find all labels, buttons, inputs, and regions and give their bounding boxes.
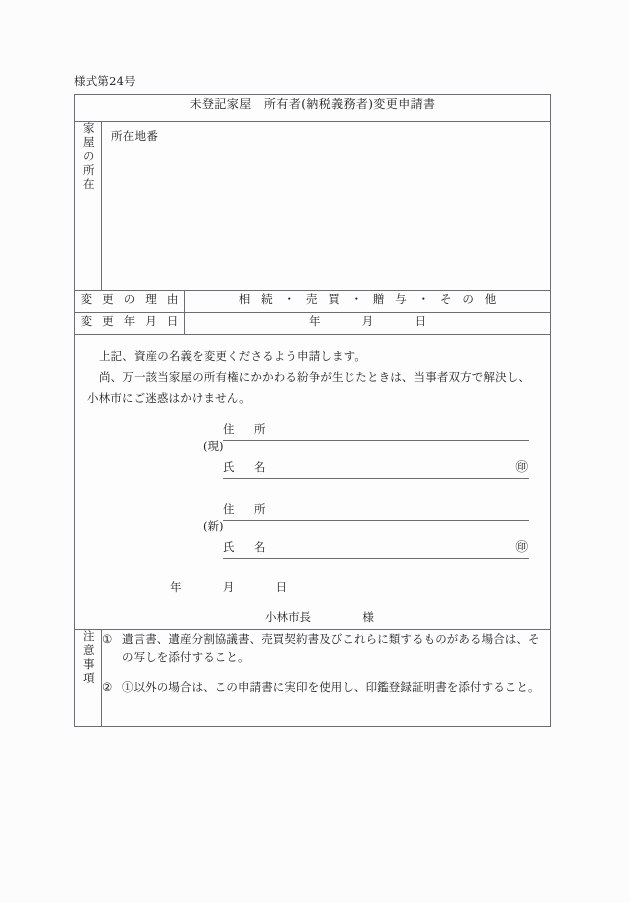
- note-item-1-number: ①: [102, 632, 113, 646]
- statement-line-2: 尚、万一該当家屋の所有権にかかわる紛争が生じたときは、当事者双方で解決し、小林市にご迷惑はかけません。: [87, 370, 531, 405]
- new-owner-block: [75, 499, 551, 561]
- form-number-label: 様式第24号: [74, 74, 136, 88]
- change-date-month-unit: 月: [361, 314, 374, 328]
- submission-date-year-unit: 年: [170, 580, 182, 594]
- location-row: [75, 122, 551, 291]
- current-owner-seal-icon: ㊞: [515, 459, 528, 474]
- new-owner-seal-icon: ㊞: [515, 539, 528, 554]
- form-title: 未登記家屋 所有者(納税義務者)変更申請書: [75, 95, 551, 122]
- change-date-field[interactable]: [185, 313, 551, 335]
- notes-content-cell: [102, 630, 551, 727]
- addressee-honorific: 様: [362, 610, 374, 624]
- change-reason-label: 変 更 の 理 由: [75, 291, 185, 313]
- current-owner-paren-label: (現): [203, 439, 224, 453]
- change-date-day-unit: 日: [414, 314, 427, 328]
- note-item-2-number: ②: [102, 680, 113, 694]
- statement-cell: [75, 335, 551, 630]
- title-row: [75, 95, 551, 122]
- notes-label-cell: [75, 630, 102, 727]
- submission-date-field[interactable]: [170, 579, 287, 595]
- statement-row: [75, 335, 551, 630]
- note-item-1-text: 遺言書、遺産分割協議書、売買契約書及びこれらに類するものがある場合は、その写しを添付すること。: [122, 632, 540, 664]
- current-owner-block: [75, 419, 551, 481]
- current-owner-group: [75, 419, 551, 481]
- new-owner-address-label: 住 所: [223, 502, 270, 516]
- location-row-label-cell: [75, 122, 102, 291]
- current-owner-address-label: 住 所: [223, 422, 270, 436]
- new-owner-name-field[interactable]: [223, 537, 529, 559]
- submission-date-month-unit: 月: [222, 580, 235, 594]
- statement-paragraphs: [87, 346, 539, 409]
- location-input-cell[interactable]: [102, 122, 551, 291]
- notes-label: 注意事項: [81, 630, 96, 686]
- change-reason-options-text: 相 続 ・ 売 買 ・ 贈 与 ・ そ の 他: [238, 292, 500, 306]
- change-date-year-unit: 年: [308, 314, 321, 328]
- new-owner-address-field[interactable]: [223, 499, 529, 521]
- location-field-label: 所在地番: [111, 129, 159, 143]
- current-owner-address-field[interactable]: [223, 419, 529, 441]
- submission-date-day-unit: 日: [275, 580, 288, 594]
- notes-row: [75, 630, 551, 727]
- change-reason-options[interactable]: [185, 291, 551, 313]
- change-date-row: [75, 313, 551, 335]
- new-owner-name-label: 氏 名: [223, 540, 270, 554]
- application-form-table: [74, 94, 551, 727]
- change-date-label: 変 更 年 月 日: [75, 313, 185, 335]
- note-item-2-text: ①以外の場合は、この申請書に実印を使用し、印鑑登録証明書を添付すること。: [122, 680, 540, 694]
- new-owner-paren-label: (新): [203, 519, 224, 533]
- statement-line-1: 上記、資産の名義を変更くださるよう申請します。: [99, 349, 367, 363]
- addressee-recipient: 小林市長: [265, 610, 311, 624]
- change-reason-row: [75, 291, 551, 313]
- current-owner-name-field[interactable]: [223, 457, 529, 479]
- addressee-line: [265, 609, 374, 625]
- new-owner-group: [75, 499, 551, 561]
- current-owner-name-label: 氏 名: [223, 460, 270, 474]
- note-item-1: [102, 630, 550, 666]
- note-item-2: [102, 678, 550, 696]
- location-row-label: 家屋の所在: [81, 122, 96, 192]
